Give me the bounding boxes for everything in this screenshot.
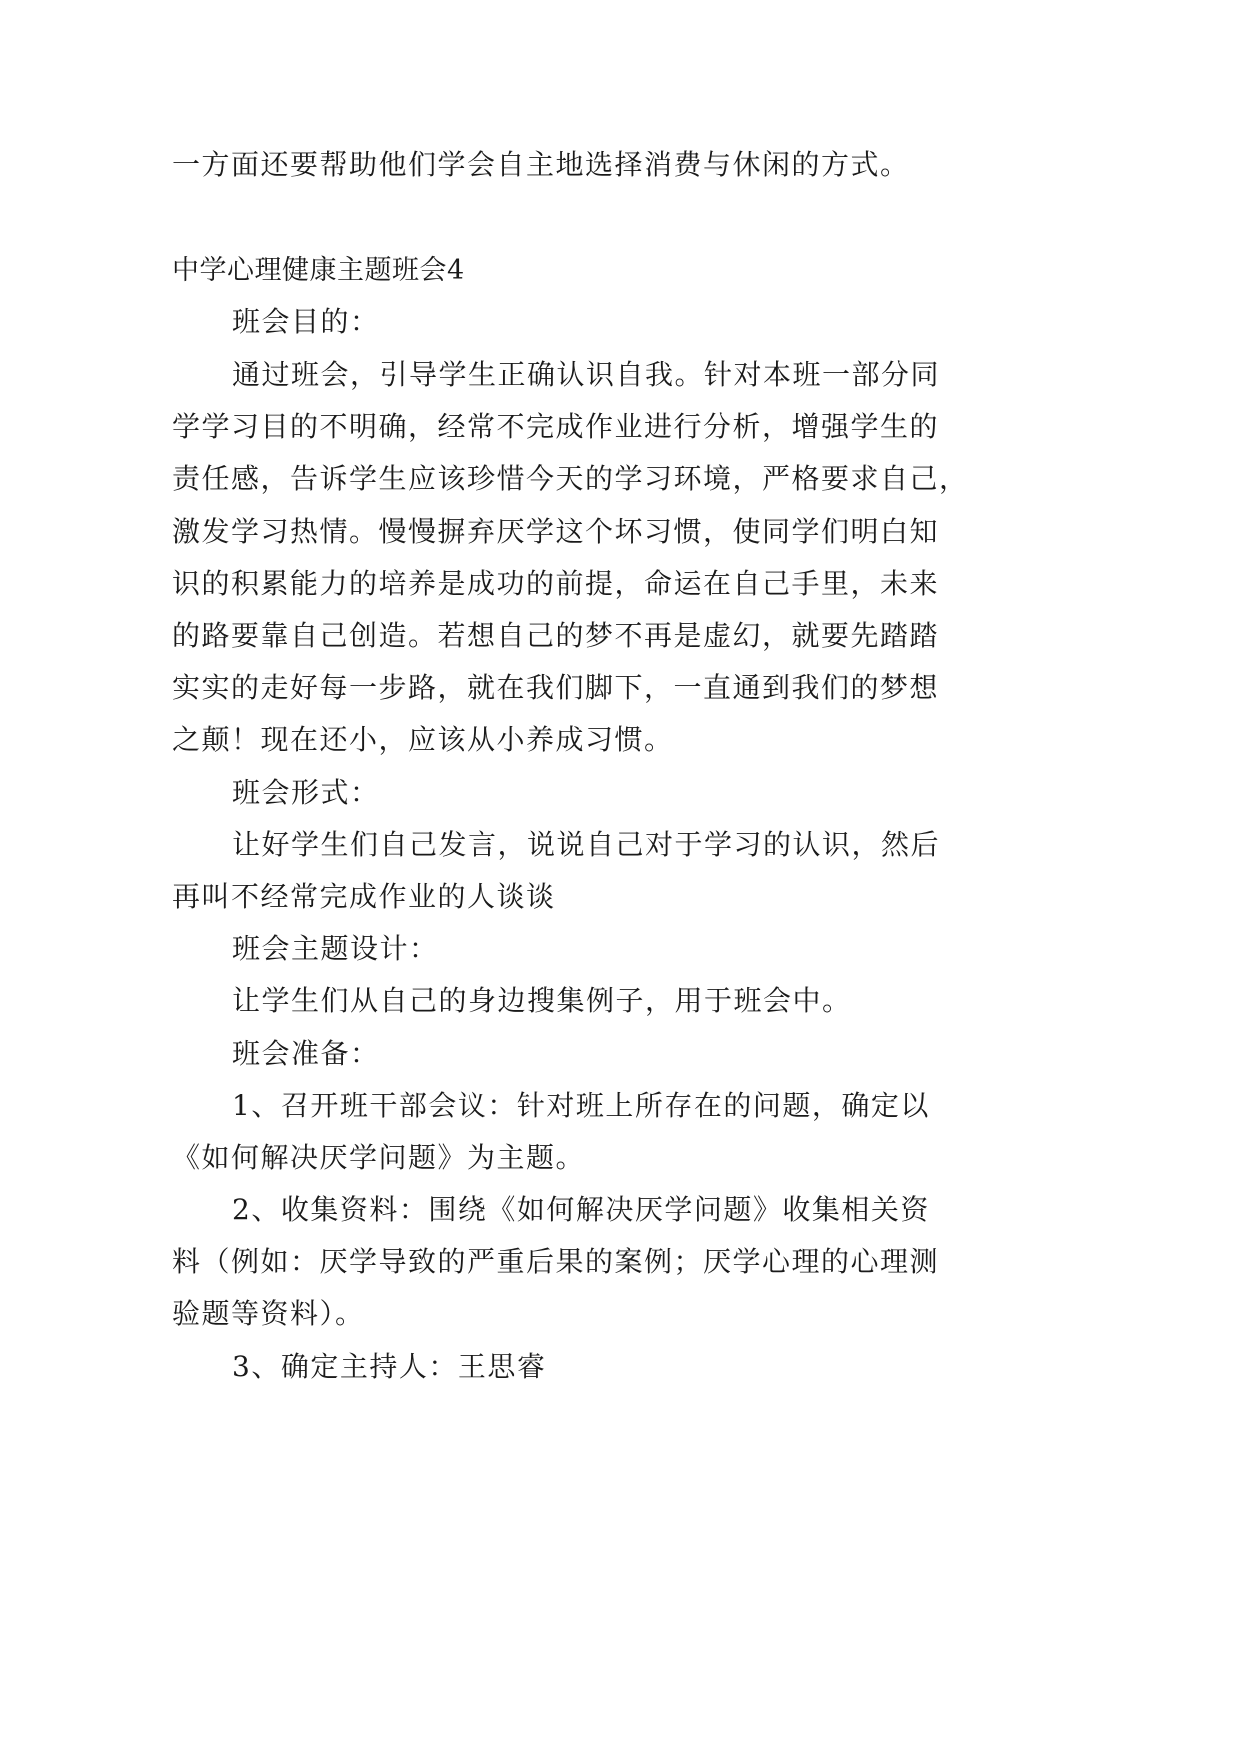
paragraph-line: 之颠！现在还小，应该从小养成习惯。 — [172, 723, 674, 756]
list-item-continuation: 《如何解决厌学问题》为主题。 — [172, 1141, 586, 1174]
paragraph-line: 学学习目的不明确，经常不完成作业进行分析，增强学生的 — [172, 410, 940, 443]
paragraph-line: 实实的走好每一步路，就在我们脚下，一直通到我们的梦想 — [172, 671, 940, 704]
subheading-theme-design: 班会主题设计： — [232, 932, 439, 965]
paragraph-line: 再叫不经常完成作业的人谈谈 — [172, 880, 556, 913]
list-item-continuation: 料（例如：厌学导致的严重后果的案例；厌学心理的心理测 — [172, 1245, 940, 1278]
list-item: 3、确定主持人：王思睿 — [232, 1350, 547, 1383]
subheading-purpose: 班会目的： — [232, 305, 380, 338]
paragraph-line: 让好学生们自己发言，说说自己对于学习的认识，然后 — [232, 828, 941, 861]
paragraph-line: 的路要靠自己创造。若想自己的梦不再是虚幻，就要先踏踏 — [172, 619, 940, 652]
list-item: 2、收集资料：围绕《如何解决厌学问题》收集相关资 — [232, 1193, 930, 1226]
list-item: 1、召开班干部会议：针对班上所存在的问题，确定以 — [232, 1089, 930, 1122]
section-heading: 中学心理健康主题班会4 — [172, 255, 465, 286]
paragraph-line: 激发学习热情。慢慢摒弃厌学这个坏习惯，使同学们明白知 — [172, 515, 940, 548]
list-item-continuation: 验题等资料）。 — [172, 1297, 365, 1330]
paragraph-line: 识的积累能力的培养是成功的前提，命运在自己手里，未来 — [172, 567, 940, 600]
paragraph-line: 让学生们从自己的身边搜集例子，用于班会中。 — [232, 984, 852, 1017]
paragraph-line: 通过班会，引导学生正确认识自我。针对本班一部分同 — [232, 358, 941, 391]
subheading-format: 班会形式： — [232, 776, 380, 809]
paragraph-line: 责任感，告诉学生应该珍惜今天的学习环境，严格要求自己， — [172, 462, 969, 495]
subheading-preparation: 班会准备： — [232, 1037, 380, 1070]
paragraph-line: 一方面还要帮助他们学会自主地选择消费与休闲的方式。 — [172, 148, 910, 181]
